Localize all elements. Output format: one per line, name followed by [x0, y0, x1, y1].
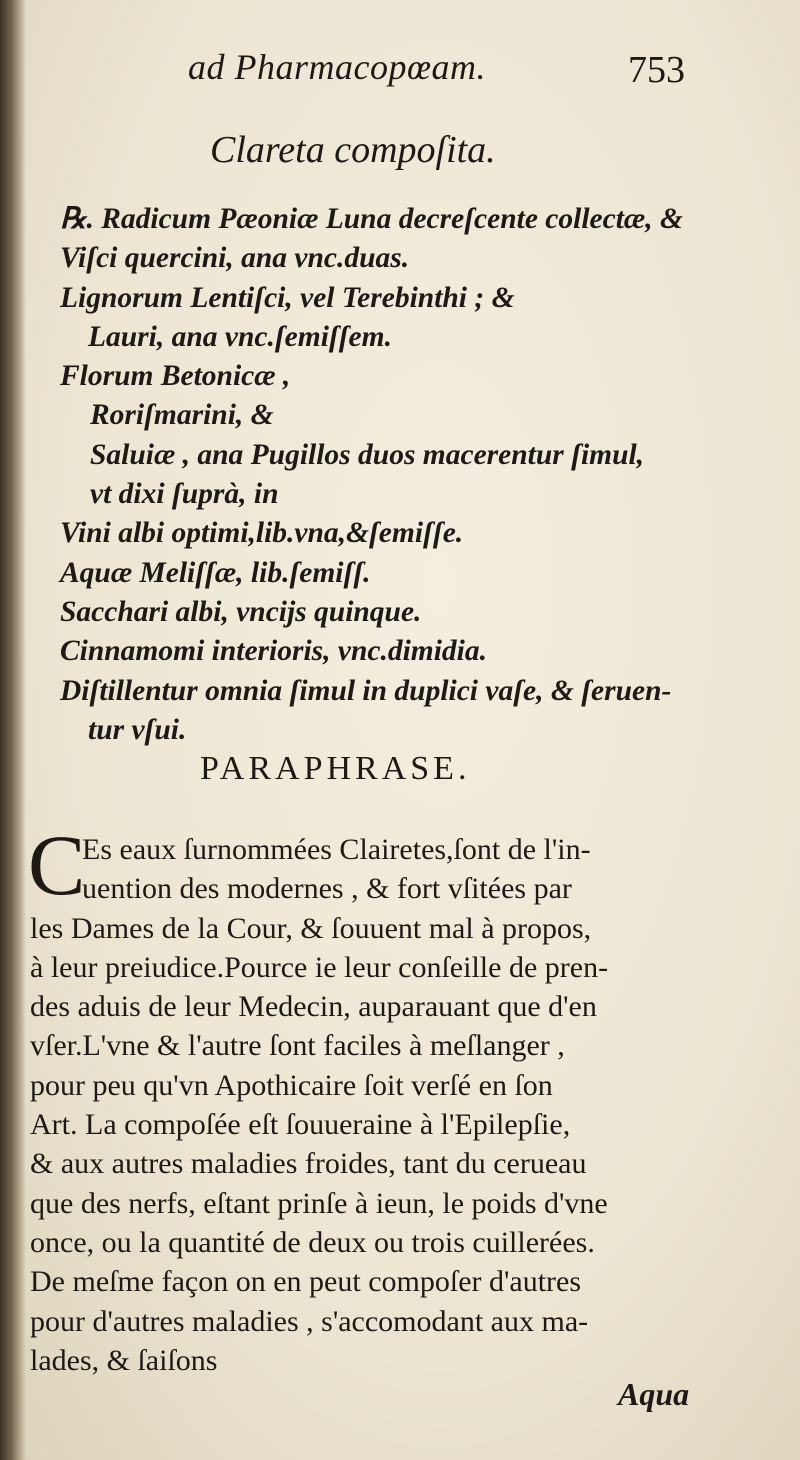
- running-head: ad Pharmacopœam.: [188, 47, 486, 87]
- section-title: Clareta compoſita.: [210, 129, 496, 171]
- body-line: lades, & ſaiſons: [30, 1343, 218, 1377]
- recipe-line: Lauri, ana vnc.ſemiſſem.: [88, 320, 392, 353]
- recipe-line: Viſci quercini, ana vnc.duas.: [60, 242, 410, 275]
- recipe-line: Aquæ Meliſſæ, lib.ſemiſſ.: [60, 556, 371, 589]
- catchword: Aqua: [618, 1376, 690, 1412]
- recipe-line: Cinnamomi interioris, vnc.dimidia.: [60, 635, 488, 668]
- body-line: les Dames de la Cour, & ſouuent mal à propos,: [30, 911, 592, 945]
- drop-cap: C: [28, 817, 86, 913]
- body-line: once, ou la quantité de deux ou trois cuillerées.: [30, 1225, 595, 1259]
- body-paragraph: [30, 830, 730, 1380]
- body-line: Art. La compoſée eſt ſouueraine à l'Epilepſie,: [30, 1108, 571, 1142]
- body-line: des aduis de leur Medecin, auparauant que d'en: [30, 990, 597, 1024]
- recipe-block: [60, 200, 740, 750]
- paraphrase-heading: PARAPHRASE.: [200, 750, 471, 787]
- book-gutter: [0, 0, 26, 1460]
- body-line: pour d'autres maladies , s'accomodant aux ma-: [30, 1304, 589, 1338]
- recipe-line: Sacchari albi, vncijs quinque.: [60, 595, 422, 628]
- body-line: vſer.L'vne & l'autre ſont faciles à meſlanger ,: [30, 1029, 565, 1063]
- page-number: 753: [628, 49, 685, 91]
- recipe-line: Saluiæ , ana Pugillos duos macerentur ſimul,: [90, 438, 645, 471]
- body-line: De meſme façon on en peut compoſer d'autres: [30, 1265, 582, 1299]
- recipe-line: tur vſui.: [88, 713, 187, 746]
- body-line: uention des modernes , & fort vſitées par: [82, 872, 572, 906]
- recipe-line: Roriſmarini, &: [90, 399, 274, 432]
- recipe-line: Vini albi optimi,lib.vna,&ſemiſſe.: [60, 517, 464, 550]
- body-line: Es eaux ſurnommées Clairetes,ſont de l'in-: [82, 833, 591, 866]
- recipe-line: vt dixi ſuprà, in: [90, 478, 279, 511]
- body-line: & aux autres maladies froides, tant du cerueau: [30, 1147, 587, 1181]
- body-line: à leur preiudice.Pource ie leur conſeille de pren-: [30, 950, 609, 984]
- recipe-line: Diſtillentur omnia ſimul in duplici vaſe, & ſeruen-: [60, 674, 672, 707]
- body-line: pour peu qu'vn Apothicaire ſoit verſé en ſon: [30, 1068, 553, 1102]
- recipe-line: Florum Betonicæ ,: [60, 360, 291, 393]
- body-line: que des nerfs, eſtant prinſe à ieun, le poids d'vne: [30, 1186, 608, 1220]
- recipe-line: ℞. Radicum Pæoniæ Luna decreſcente collectæ, &: [60, 203, 683, 235]
- recipe-line: Lignorum Lentiſci, vel Terebinthi ; &: [60, 281, 515, 314]
